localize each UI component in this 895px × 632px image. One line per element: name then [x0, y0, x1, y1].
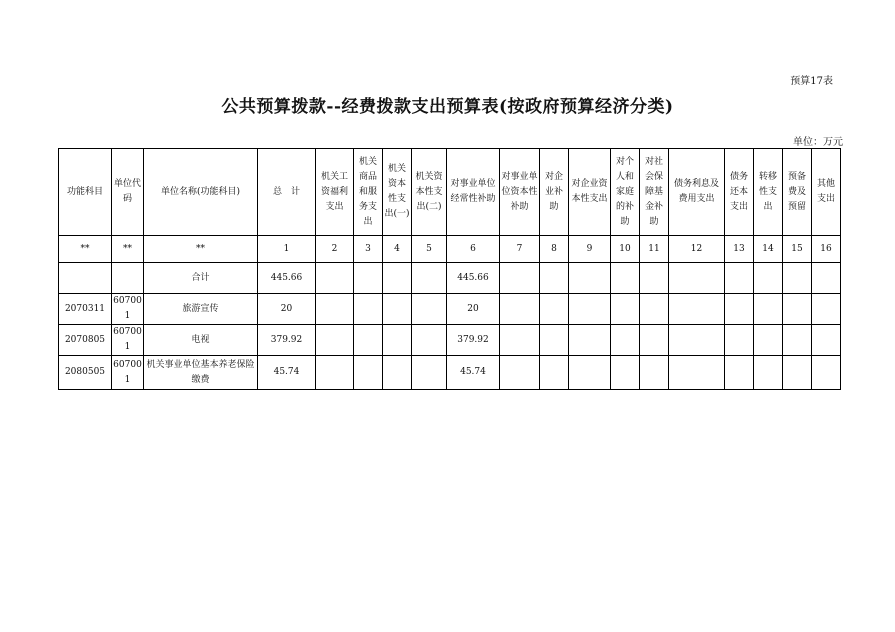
column-header: 对企业资本性支出 — [569, 149, 611, 236]
table-cell — [812, 325, 841, 356]
table-cell — [316, 294, 354, 325]
table-cell — [412, 325, 447, 356]
table-cell — [540, 294, 569, 325]
table-cell — [754, 263, 783, 294]
table-cell — [412, 263, 447, 294]
table-cell: 旅游宣传 — [144, 294, 258, 325]
header-row — [59, 149, 841, 236]
table-cell — [611, 356, 640, 390]
table-cell — [640, 263, 669, 294]
table-cell — [383, 294, 412, 325]
table-cell — [812, 263, 841, 294]
table-cell — [640, 356, 669, 390]
index-cell: 13 — [725, 236, 754, 263]
index-cell: 4 — [383, 236, 412, 263]
index-cell: ** — [144, 236, 258, 263]
budget-table — [58, 148, 841, 390]
table-row — [59, 356, 841, 390]
table-cell — [725, 294, 754, 325]
table-cell — [725, 356, 754, 390]
table-cell — [316, 263, 354, 294]
table-cell — [783, 325, 812, 356]
table-cell — [754, 325, 783, 356]
column-header: 总 计 — [258, 149, 316, 236]
table-cell: 379.92 — [258, 325, 316, 356]
table-cell — [569, 263, 611, 294]
table-cell: 机关事业单位基本养老保险缴费 — [144, 356, 258, 390]
table-cell — [500, 325, 540, 356]
table-cell — [316, 325, 354, 356]
table-cell — [59, 263, 112, 294]
column-header: 机关工资福利支出 — [316, 149, 354, 236]
table-cell — [569, 325, 611, 356]
table-row — [59, 325, 841, 356]
table-cell — [669, 294, 725, 325]
table-cell: 45.74 — [258, 356, 316, 390]
table-cell: 20 — [258, 294, 316, 325]
table-cell — [725, 325, 754, 356]
unit-label: 单位：万元 — [793, 137, 843, 148]
table-cell — [500, 263, 540, 294]
table-cell — [354, 356, 383, 390]
index-cell: 9 — [569, 236, 611, 263]
column-header: 机关资本性支出(一) — [383, 149, 412, 236]
table-cell: 445.66 — [447, 263, 500, 294]
index-cell: 16 — [812, 236, 841, 263]
table-cell — [812, 294, 841, 325]
table-cell — [640, 294, 669, 325]
table-cell — [783, 356, 812, 390]
table-cell — [669, 325, 725, 356]
table-cell — [754, 294, 783, 325]
table-cell: 2080505 — [59, 356, 112, 390]
table-cell — [354, 294, 383, 325]
index-cell: ** — [112, 236, 144, 263]
table-cell — [354, 263, 383, 294]
table-cell — [640, 325, 669, 356]
table-cell — [500, 294, 540, 325]
table-row-total — [59, 263, 841, 294]
column-header: 对社会保障基金补助 — [640, 149, 669, 236]
table-cell: 607001 — [112, 294, 144, 325]
table-cell: 607001 — [112, 325, 144, 356]
table-cell: 电视 — [144, 325, 258, 356]
table-cell — [725, 263, 754, 294]
index-cell: 14 — [754, 236, 783, 263]
table-cell — [669, 263, 725, 294]
column-header: 单位代码 — [112, 149, 144, 236]
table-row — [59, 294, 841, 325]
table-cell: 45.74 — [447, 356, 500, 390]
index-cell: 8 — [540, 236, 569, 263]
table-cell — [540, 263, 569, 294]
table-cell: 合计 — [144, 263, 258, 294]
table-cell — [611, 263, 640, 294]
column-header: 机关资本性支出(二) — [412, 149, 447, 236]
table-cell — [383, 356, 412, 390]
column-header: 单位名称(功能科目) — [144, 149, 258, 236]
table-cell: 607001 — [112, 356, 144, 390]
column-header: 债务利息及费用支出 — [669, 149, 725, 236]
table-cell: 445.66 — [258, 263, 316, 294]
table-cell — [354, 325, 383, 356]
index-cell: 5 — [412, 236, 447, 263]
table-cell — [569, 294, 611, 325]
index-cell: 1 — [258, 236, 316, 263]
column-header: 对事业单位资本性补助 — [500, 149, 540, 236]
table-cell: 379.92 — [447, 325, 500, 356]
index-cell: 2 — [316, 236, 354, 263]
table-cell — [316, 356, 354, 390]
table-cell — [383, 325, 412, 356]
table-cell: 2070311 — [59, 294, 112, 325]
table-number: 预算17表 — [790, 76, 833, 87]
table-cell — [540, 325, 569, 356]
index-cell: 6 — [447, 236, 500, 263]
column-header: 功能科目 — [59, 149, 112, 236]
table-cell — [611, 325, 640, 356]
column-header: 债务还本支出 — [725, 149, 754, 236]
index-cell: 12 — [669, 236, 725, 263]
index-cell: 11 — [640, 236, 669, 263]
index-cell: 3 — [354, 236, 383, 263]
column-header: 对事业单位经常性补助 — [447, 149, 500, 236]
index-cell: 10 — [611, 236, 640, 263]
table-cell — [812, 356, 841, 390]
table-cell: 20 — [447, 294, 500, 325]
table-cell — [383, 263, 412, 294]
table-cell — [611, 294, 640, 325]
column-header: 对企业补助 — [540, 149, 569, 236]
table-cell: 2070805 — [59, 325, 112, 356]
table-cell — [754, 356, 783, 390]
column-header: 预备费及预留 — [783, 149, 812, 236]
column-header: 转移性支出 — [754, 149, 783, 236]
page-title: 公共预算拨款--经费拨款支出预算表(按政府预算经济分类) — [221, 97, 674, 117]
index-cell: ** — [59, 236, 112, 263]
index-row — [59, 236, 841, 263]
table-cell — [412, 356, 447, 390]
table-cell — [569, 356, 611, 390]
table-cell — [669, 356, 725, 390]
table-cell — [112, 263, 144, 294]
table-cell — [500, 356, 540, 390]
column-header: 机关商品和服务支出 — [354, 149, 383, 236]
column-header: 对个人和家庭的补助 — [611, 149, 640, 236]
table-cell — [412, 294, 447, 325]
index-cell: 7 — [500, 236, 540, 263]
column-header: 其他支出 — [812, 149, 841, 236]
index-cell: 15 — [783, 236, 812, 263]
table-cell — [783, 263, 812, 294]
table-cell — [540, 356, 569, 390]
table-cell — [783, 294, 812, 325]
